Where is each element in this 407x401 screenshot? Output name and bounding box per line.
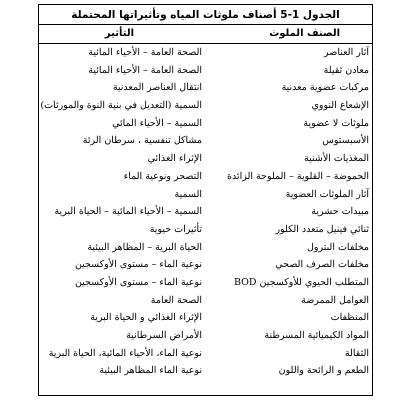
pollutant-cell: مخلفات الصرف الصحي (275, 259, 369, 271)
pollutant-cell: آثار الملوثات العضوية (285, 188, 369, 200)
effect-cell: الحياة البرية – المظاهر البيئية (87, 241, 202, 253)
pollutant-cell: الثقالة (344, 347, 369, 359)
effect-cell: نوعية الماء المظاهر البيئية (99, 365, 202, 377)
effect-cell: الصحة العامة (150, 294, 202, 306)
pollutant-cell: الحموضة – القلوية – الملوحة الزائدة (226, 170, 369, 182)
effect-cell: نوعية الماء، الأحياء المائية، الحياة البرية (48, 347, 202, 359)
effect-cell: السمية (174, 188, 202, 200)
table-row (39, 115, 372, 133)
pollutant-cell: مركبات عضوية معدنية (281, 82, 369, 94)
pollutant-cell: الأسبستوس (322, 135, 369, 147)
effect-cell: تأثيرات حيوية (149, 223, 202, 235)
table-body (39, 44, 372, 380)
effect-cell: مشاكل تنفسية ، سرطان الرئة (82, 135, 202, 147)
table-row (39, 221, 372, 239)
effect-cell: التصحر ونوعية الماء (123, 170, 202, 182)
pollutant-cell: ثنائي فينيل متعدد الكلور (275, 223, 369, 235)
table-row (39, 362, 372, 380)
table-row (39, 186, 372, 204)
table-header-row (39, 25, 372, 44)
table-row (39, 132, 372, 150)
header-effect: التأثير (104, 28, 134, 39)
effect-cell: السمية – الأحياء المائية – الحياة البرية (54, 206, 202, 218)
table-row (39, 327, 372, 345)
effect-cell: الإثراء الغذائي و الحياة البرية (90, 312, 202, 324)
pollutant-cell: العوامل الممرضة (301, 294, 369, 306)
table-row (39, 274, 372, 292)
table-row (39, 97, 372, 115)
table-row (39, 292, 372, 310)
table-row (39, 79, 372, 97)
table-row (39, 239, 372, 257)
pollutant-cell: المنظفات (330, 312, 369, 324)
table-row (39, 256, 372, 274)
pollutant-cell: المتطلب الحيوي للأوكسجين BOD (233, 276, 369, 288)
pollutant-cell: مخلفات البترول (306, 241, 369, 253)
effect-cell: نوعية الماء – مستوى الأوكسجين (74, 276, 202, 288)
pollutant-cell: الإشعاع النووي (311, 100, 369, 112)
pollutant-cell: ملوثات لا عضوية (303, 117, 369, 129)
table-row (39, 62, 372, 80)
table-row (39, 168, 372, 186)
table-row (39, 345, 372, 363)
table-row (39, 150, 372, 168)
pollutant-cell: مبيدات حشرية (311, 206, 369, 218)
effect-cell: السمية – الأحياء المائي (112, 117, 202, 129)
effect-cell: الأمراض السرطانية (126, 330, 202, 341)
table-row (39, 44, 372, 62)
pollutant-cell: الطعم و الرائحة واللون (278, 365, 369, 377)
table-row (39, 203, 372, 221)
pollutant-cell: معادن ثقيلة (323, 64, 369, 76)
table-title: الجدول 1-5 أصناف ملوثات المياه وتأثيراتها المحتملة (39, 5, 372, 25)
effect-cell: الإثراء الغذائي (147, 153, 202, 165)
pollutant-cell: المواد الكيميائية المسرطنة (264, 330, 369, 341)
effect-cell: الصحة العامة – الأحياء المائية (88, 47, 202, 58)
effect-cell: السمية (التعديل في بنية النوة والمورثات) (40, 100, 202, 112)
effect-cell: الصحة العامة – الأحياء المائية (88, 64, 202, 76)
effect-cell: نوعية الماء – مستوى الأوكسجين (74, 259, 202, 271)
header-pollutant: الصنف الملوث (269, 28, 340, 39)
effect-cell: انتقال العناصر المعدنية (112, 82, 202, 94)
pollutant-cell: المغذيات الأشنية (304, 153, 369, 165)
pollutant-cell: آثار العناصر (324, 47, 369, 58)
table-row (39, 309, 372, 327)
pollutants-table (38, 4, 373, 396)
